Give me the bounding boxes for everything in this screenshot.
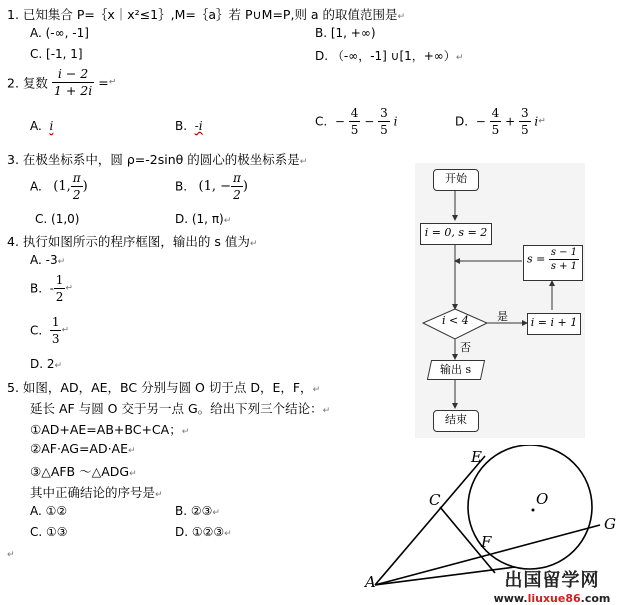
q3-option-c: C. (1,0) — [35, 212, 80, 226]
q5-conclusion-3: ③△AFB ～△ADG↵ — [30, 464, 137, 479]
q3-option-d: D. (1, π)↵ — [175, 212, 232, 226]
q1-option-b: B. [1, +∞) — [315, 26, 376, 40]
point-label-g: G — [604, 515, 616, 533]
q5-option-d: D. ①②③↵ — [175, 525, 232, 539]
q5-conclusion-1: ①AD+AE=AB+BC+CA；↵ — [30, 422, 190, 437]
q2-option-c: C. − $\frac{4}{5}$ − $\frac{3}{5}$ i — [315, 106, 398, 137]
trailing-return-mark: ↵ — [7, 550, 15, 560]
watermark-title: 出国留学网 — [504, 570, 600, 591]
q2-option-d: D. − $\frac{4}{5}$ + $\frac{3}{5}$ i↵ — [455, 106, 546, 137]
q5-ask: 其中正确结论的序号是↵ — [30, 485, 163, 500]
q2-stem: 2. 复数 $\frac{i - 2}{1 + 2i}$ =↵ — [7, 66, 117, 98]
flowchart-start: 开始 — [433, 169, 479, 191]
q5-line2: 延长 AF 与圆 O 交于另一点 G。给出下列三个结论：↵ — [30, 401, 331, 416]
q4-stem: 4. 执行如图所示的程序框图，输出的 s 值为↵ — [7, 234, 258, 249]
q3-option-b: B. (1, − $\frac{\pi}{2}$ ) — [175, 171, 248, 202]
flowchart-connectors — [415, 163, 585, 438]
q1-option-d: D. （-∞，-1] ∪[1，+∞）↵ — [315, 49, 464, 63]
q1-stem: 1. 已知集合 P=｛x｜x²≤1｝,M=｛a｝若 P∪M=P,则 a 的取值范围是↵ — [7, 7, 406, 22]
q4-option-a: A. -3↵ — [30, 253, 66, 267]
flowchart-condition: i < 4 — [442, 314, 469, 327]
point-label-c: C — [429, 491, 441, 509]
flowchart-increment: i = i + 1 — [527, 313, 581, 335]
flowchart-no-label: 否 — [460, 341, 471, 354]
q5-option-a: A. ①② — [30, 504, 68, 518]
q5-option-b: B. ②③↵ — [175, 504, 220, 518]
point-label-o: O — [536, 490, 549, 508]
point-label-f: F — [481, 533, 492, 551]
flowchart-update-s: s = $\frac{s - 1}{s + 1}$ — [523, 245, 583, 281]
q5-conclusion-2: ②AF·AG=AD·AE↵ — [30, 441, 136, 456]
point-label-e: E — [471, 448, 482, 466]
point-label-a: A — [365, 573, 376, 591]
watermark — [487, 566, 617, 605]
q2-fraction: $\frac{i - 2}{1 + 2i}$ — [53, 66, 93, 98]
q2-option-a: A. i — [30, 119, 54, 133]
flowchart-yes-label: 是 — [497, 310, 508, 323]
q5-option-c: C. ①③ — [30, 525, 68, 539]
flowchart-output: 输出 s — [427, 360, 485, 380]
q2-option-b: B. -i — [175, 119, 203, 133]
flowchart-init: i = 0, s = 2 — [420, 223, 492, 245]
q1-option-c: C. [-1, 1] — [30, 47, 83, 61]
flowchart-end: 结束 — [433, 410, 479, 432]
q5-line1: 5. 如图，AD，AE，BC 分别与圆 O 切于点 D，E，F，↵ — [7, 380, 321, 395]
q4-option-b: B. - $\frac{1}{2}$ ↵ — [30, 273, 73, 304]
q3-option-a: A. (1, $\frac{\pi}{2}$ ) — [30, 171, 88, 202]
q4-option-c: C. $\frac{1}{3}$ ↵ — [30, 315, 70, 346]
watermark-url: www.liuxue86.com — [493, 592, 611, 605]
q3-stem: 3. 在极坐标系中，圆 ρ=-2sinθ 的圆心的极坐标系是↵ — [7, 152, 308, 167]
flowchart — [415, 163, 585, 438]
q1-option-a: A. (-∞, -1] — [30, 26, 89, 40]
q4-option-d: D. 2↵ — [30, 357, 63, 371]
